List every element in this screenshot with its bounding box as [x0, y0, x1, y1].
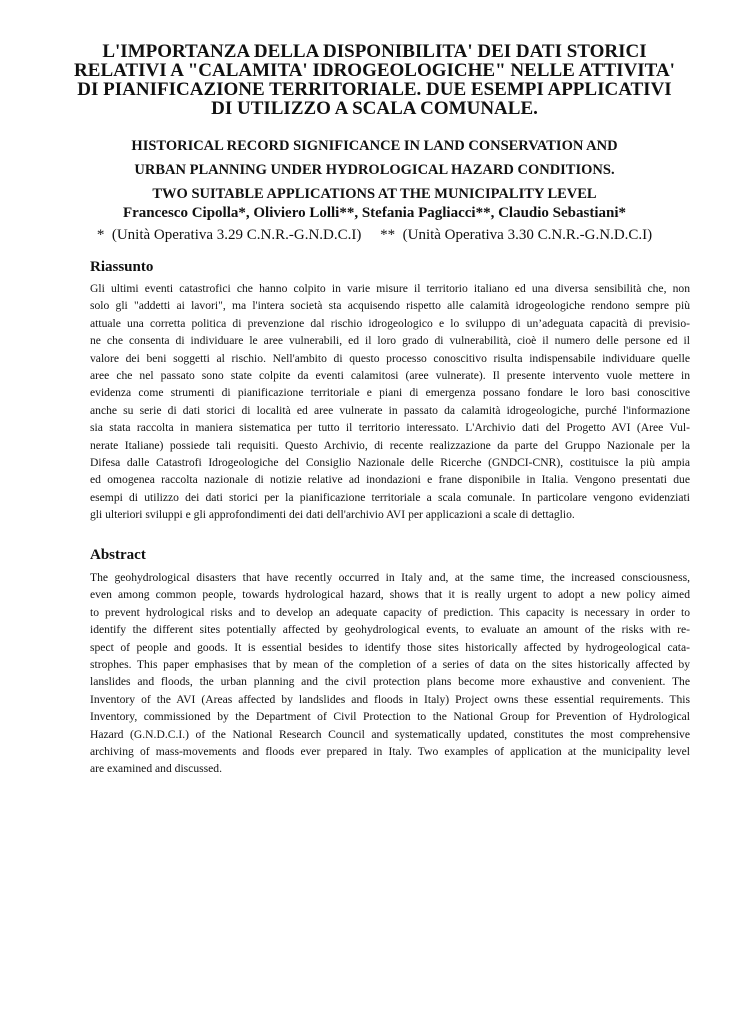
italian-title-line: RELATIVI A "CALAMITA' IDROGEOLOGICHE" NELLE ATTIVITA': [74, 60, 675, 81]
abstract-line: lanslides and floods, the urban planning and the civil protection plans become more exhaustive and convenient. The: [90, 675, 690, 689]
abstract-line: Inventory, commissioned by the Department of Civil Protection to the National Group for Prevention of Hydrological: [90, 710, 690, 724]
riassunto-line: sia stata raccolta in maniera sistematica per tutto il territorio interessato. L'Archivio dati del Progetto AVI (Aree Vul-: [90, 421, 690, 435]
italian-title-line: L'IMPORTANZA DELLA DISPONIBILITA' DEI DATI STORICI: [102, 41, 647, 62]
abstract-line: Hazard (G.N.D.C.I.) of the National Research Council and systematically updated, constitutes the most comprehensive: [90, 727, 690, 741]
affiliations-line: * (Unità Operativa 3.29 C.N.R.-G.N.D.C.I) ** (Unità Operativa 3.30 C.N.R.-G.N.D.C.I): [96, 227, 653, 243]
riassunto-line: aree che nel passato sono state colpite da eventi calamitosi (aree vulnerate). Il presente intervento vuole mettere in: [90, 369, 690, 383]
riassunto-line: valore dei beni soggetti al rischio. Nell'ambito di questo processo conoscitivo risulta indispensabile individuare quelle: [90, 351, 690, 365]
riassunto-line: attuale una corretta politica di prevenzione dal rischio idrogeologico e lo sviluppo di un’adeguata capacità di previsio-: [90, 316, 690, 330]
abstract-line: identify the different sites potentially affected by geohydrological events, to evaluate an amount of the risks with re-: [90, 623, 690, 637]
riassunto-line: ed omogenea raccolta nazionale di notizie relative ad inondazioni e frane disponibile in Italia. Vengono presentati due: [90, 473, 690, 487]
riassunto-line: evidenza come strumenti di pianificazione territoriale e piani di emergenza possano fondare le loro basi conoscitive: [90, 386, 690, 400]
abstract-heading: Abstract: [90, 547, 146, 563]
abstract-line: Inventory of the AVI (Areas affected by landslides and floods in Italy) Project owns these essential requirements. This: [90, 692, 690, 706]
english-title-line: TWO SUITABLE APPLICATIONS AT THE MUNICIPALITY LEVEL: [152, 186, 597, 202]
abstract-line: archiving of mass-movements and floods ever prepared in Italy. Two examples of application at the municipality level: [90, 745, 690, 759]
riassunto-line: ne che consenta di individuare le aree vulnerabili, ed il loro grado di vulnerabilità, cioè il numero delle persone ed il: [90, 334, 690, 348]
abstract-line: to prevent hydrological risks and to develop an adequate capacity of prediction. This capacity is necessary in order to: [90, 605, 690, 619]
italian-title-line: DI PIANIFICAZIONE TERRITORIALE. DUE ESEMPI APPLICATIVI: [77, 79, 672, 100]
riassunto-line: anche su serie di dati storici di località ed aree vulnerate in passato da calamità idrogeologiche, purché l'informazione: [90, 403, 690, 417]
english-title-line: HISTORICAL RECORD SIGNIFICANCE IN LAND CONSERVATION AND: [131, 138, 618, 154]
riassunto-line: solo gli "addetti ai lavori", ma l'intera società sta acquisendo rispetto alle calamità idrogeologiche rendono sempre più: [90, 299, 690, 313]
italian-title: [60, 42, 689, 118]
riassunto-line: esempi di utilizzo dei dati storici per la pianificazione territoriale a scala comunale. In particolare vengono evidenziati: [90, 490, 690, 504]
abstract-line: The geohydrological disasters that have recently occurred in Italy and, at the same time, the increased consciousness,: [90, 571, 690, 584]
abstract-line: are examined and discussed.: [90, 762, 222, 776]
abstract-line: even among common people, towards hydrological hazard, shows that it is really urgent to adopt a new policy aimed: [90, 588, 690, 602]
riassunto-line: nerate Italiane) possiede tali requisiti. Questo Archivio, di recente realizzazione da parte del Gruppo Nazionale per la: [90, 438, 690, 452]
english-title-line: URBAN PLANNING UNDER HYDROLOGICAL HAZARD CONDITIONS.: [134, 162, 615, 178]
riassunto-line: gli ulteriori sviluppi e gli approfondimenti dei dati dell'archivio AVI per applicazioni a scale di dettaglio.: [90, 508, 575, 522]
abstract-line: strophes. This paper emphasises that by mean of the completion of a series of data on the sites historically affected by: [90, 658, 690, 672]
authors-line: Francesco Cipolla*, Oliviero Lolli**, Stefania Pagliacci**, Claudio Sebastiani*: [122, 205, 627, 221]
riassunto-line: Difesa dalle Catastrofi Idrogeologiche del Consiglio Nazionale delle Ricerche (GNDCI-CNR), costituisce la più ampia: [90, 456, 690, 470]
abstract-line: spect of people and goods. It is essential besides to identify those sites historically affected by hydrogeological cata-: [90, 640, 690, 654]
italian-title-line: DI UTILIZZO A SCALA COMUNALE.: [211, 98, 538, 119]
riassunto-heading: Riassunto: [90, 259, 154, 275]
riassunto-body: [90, 280, 690, 524]
riassunto-line: Gli ultimi eventi catastrofici che hanno colpito in varie misure il territorio italiano ed una diversa sensibilità che, non: [90, 282, 690, 295]
english-title: [60, 134, 689, 206]
abstract-body: [90, 569, 690, 778]
